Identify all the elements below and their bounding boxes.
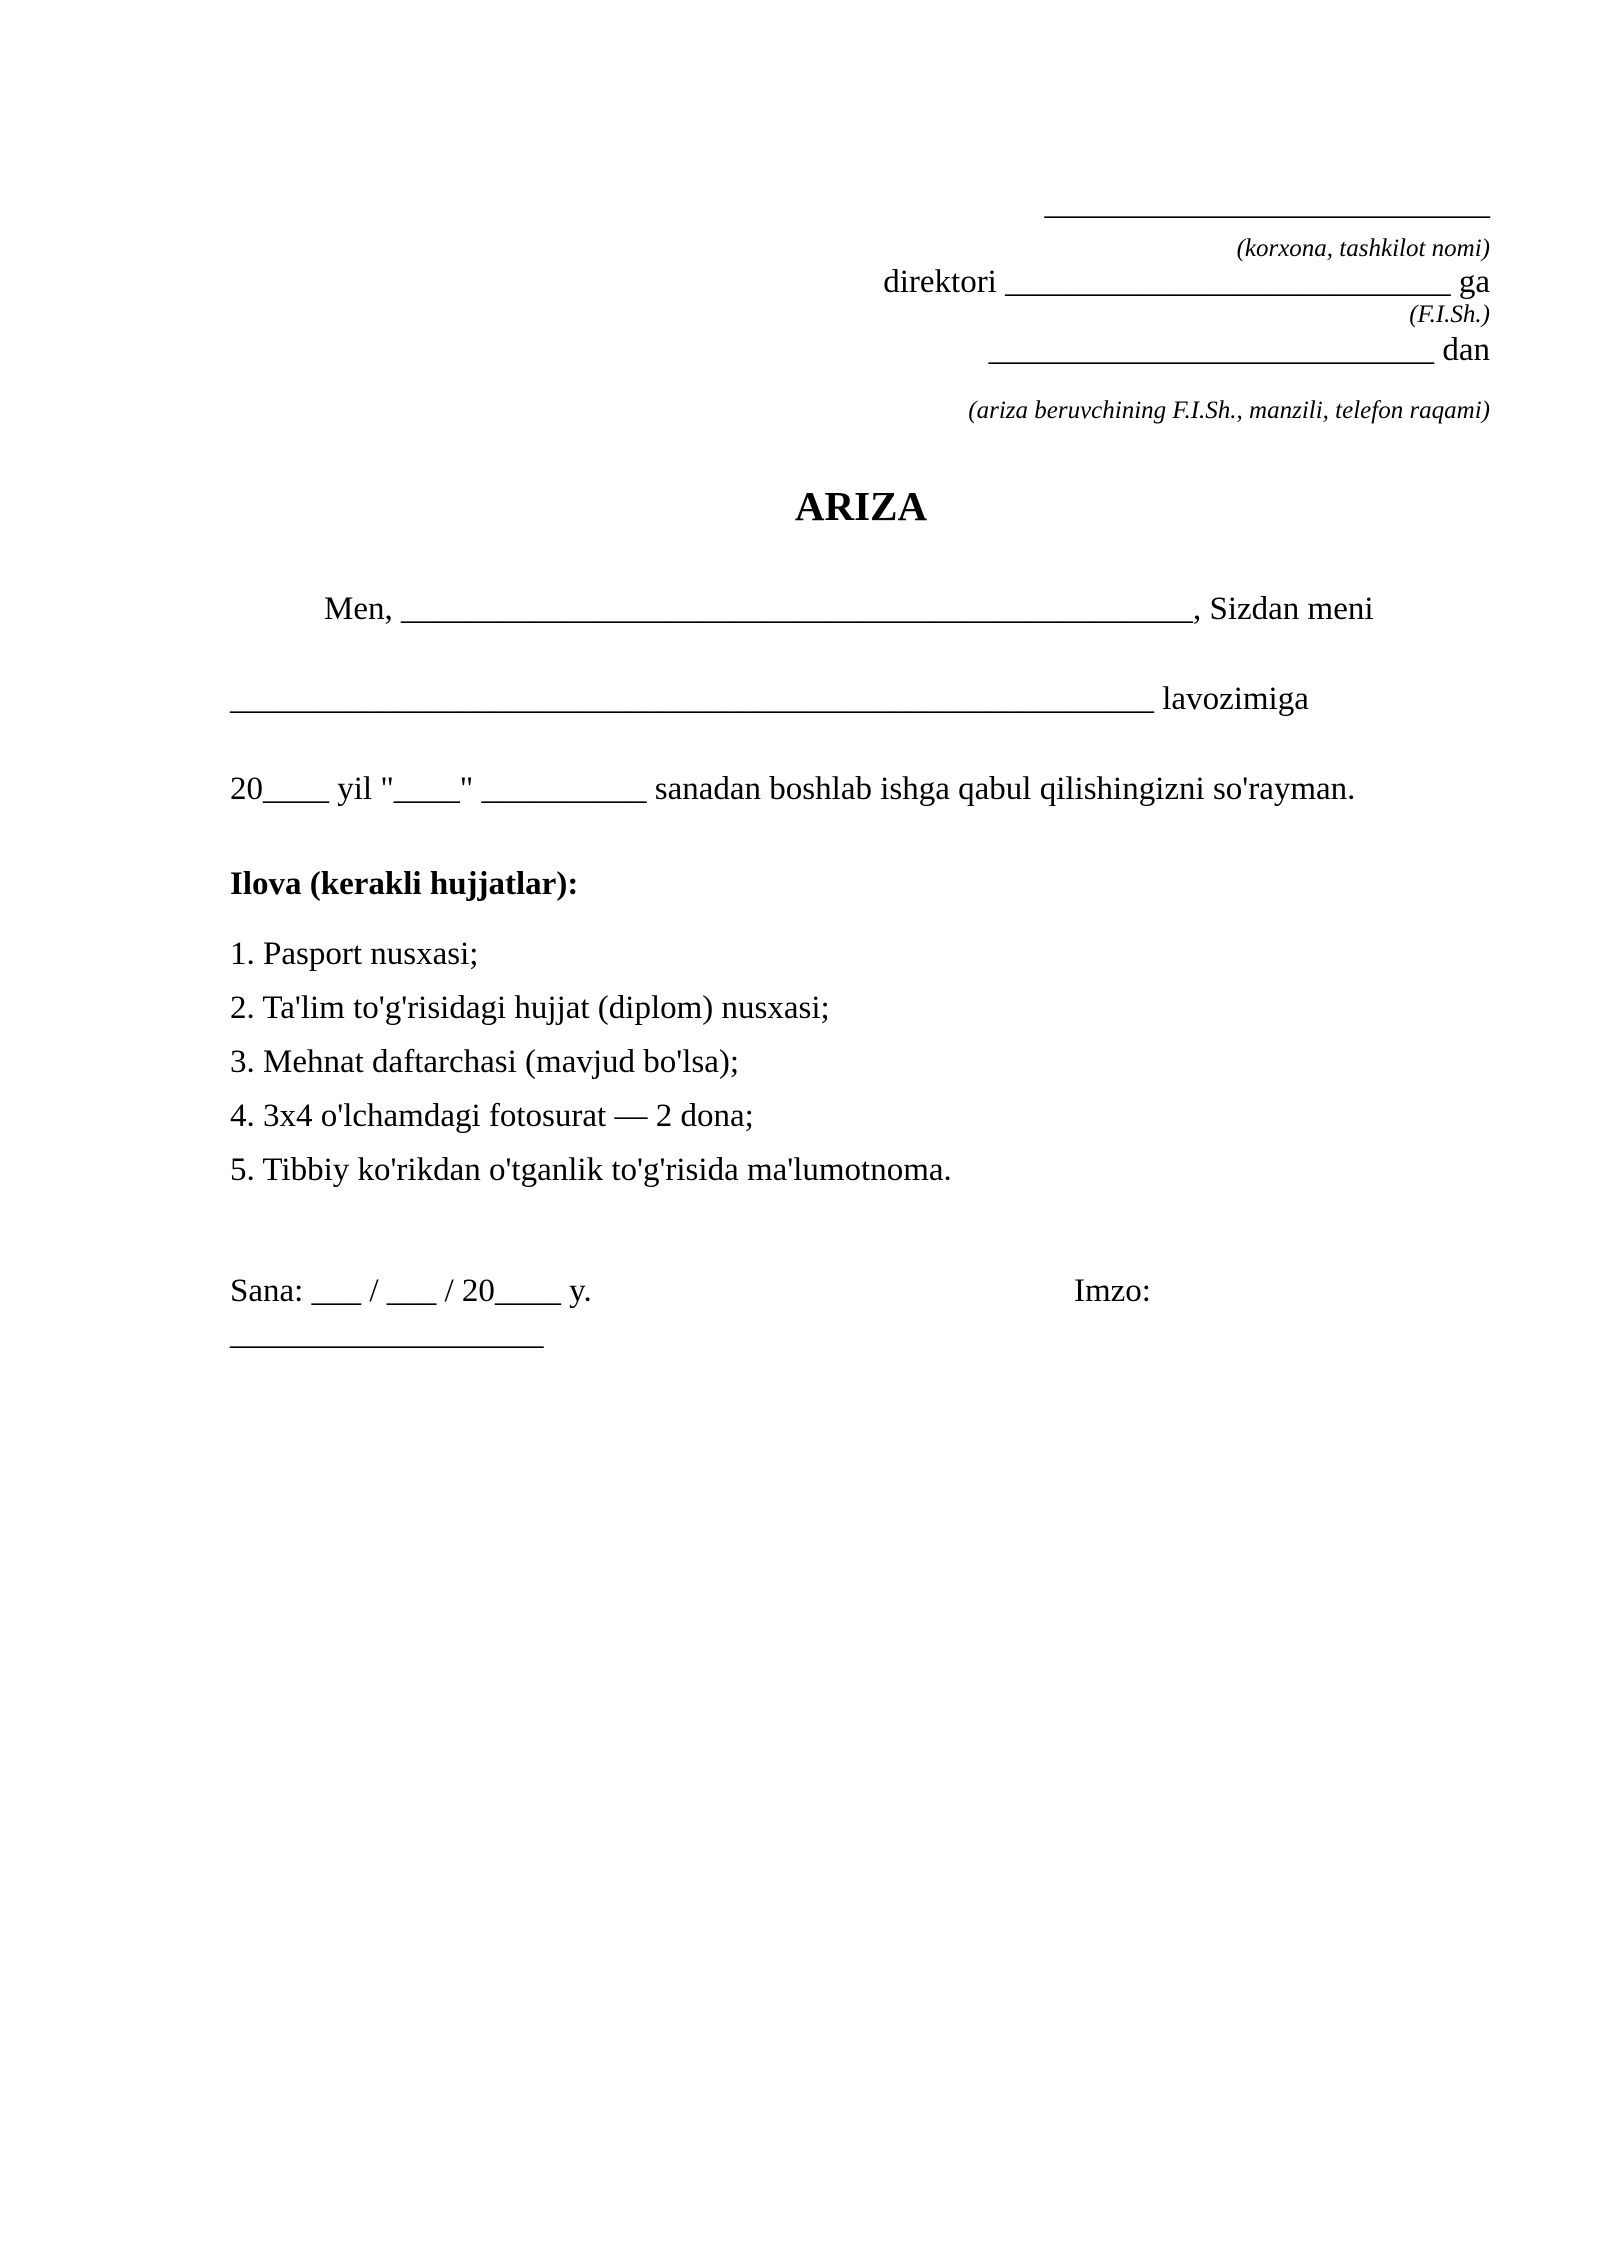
signature-label: Imzo:: [1074, 1273, 1151, 1309]
attachment-item: 3. Mehnat daftarchasi (mavjud bo'lsa);: [230, 1044, 740, 1080]
body-line-1: Men, ________________________________________________, Sizdan meni: [324, 591, 1374, 627]
company-name-blank: ___________________________: [1044, 186, 1490, 222]
applicant-line: ___________________________ dan: [988, 332, 1490, 368]
body-line-3: 20____ yil "____" __________ sanadan boshlab ishga qabul qilishingizni so'rayman.: [230, 771, 1356, 807]
attachment-item: 5. Tibbiy ko'rikdan o'tganlik to'g'risida ma'lumotnoma.: [230, 1152, 952, 1188]
attachments-heading: Ilova (kerakli hujjatlar):: [230, 866, 579, 902]
body-line-2: ________________________________________________________ lavozimiga: [230, 681, 1309, 717]
document-title: ARIZA: [794, 483, 928, 529]
attachment-item: 4. 3x4 o'lchamdagi fotosurat — 2 dona;: [230, 1098, 754, 1134]
date-field: Sana: ___ / ___ / 20____ y.: [230, 1273, 592, 1309]
director-line: direktori ___________________________ ga: [883, 264, 1490, 300]
company-name-caption: (korxona, tashkilot nomi): [1236, 235, 1490, 262]
director-caption: (F.I.Sh.): [1409, 301, 1490, 328]
applicant-caption: (ariza beruvchining F.I.Sh., manzili, telefon raqami): [968, 397, 1490, 424]
signature-line: ___________________: [230, 1316, 544, 1352]
attachment-item: 1. Pasport nusxasi;: [230, 936, 479, 972]
attachment-item: 2. Ta'lim to'g'risidagi hujjat (diplom) nusxasi;: [230, 990, 830, 1026]
